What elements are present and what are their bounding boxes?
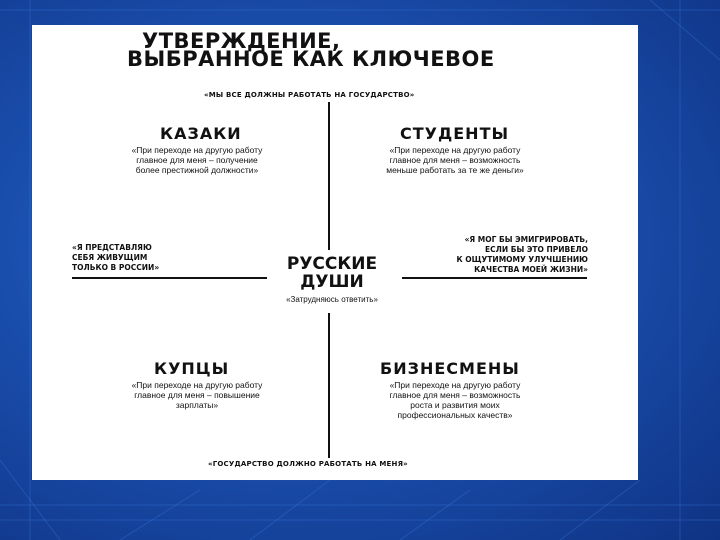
diagram-card [32,25,638,480]
title-line-2: ВЫБРАННОЕ КАК КЛЮЧЕВОЕ [127,47,495,71]
vertical-axis-lower [328,313,330,458]
horizontal-axis-right [402,277,587,279]
center-title: РУССКИЕ ДУШИ [286,254,378,292]
title-line-1: УТВЕРЖДЕНИЕ, [142,29,341,53]
horizontal-axis-left [72,277,267,279]
quadrant-title-biznesmeny: БИЗНЕСМЕНЫ [380,359,520,378]
quadrant-text-kuptsy: «При переходе на другую работу главное для меня – повышение зарплаты» [131,380,263,410]
quadrant-text-biznesmeny: «При переходе на другую работу главное для меня – возможность роста и развития моих профессиональных качеств» [389,380,521,420]
axis-left-label: «Я ПРЕДСТАВЛЯЮ СЕБЯ ЖИВУЩИМ ТОЛЬКО В РОССИИ» [72,243,160,272]
center-subtitle: «Затрудняюсь ответить» [286,295,378,304]
vertical-axis-upper [328,102,330,250]
quadrant-title-studenty: СТУДЕНТЫ [400,124,510,143]
quadrant-title-kazaki: КАЗАКИ [160,124,242,143]
quadrant-title-kuptsy: КУПЦЫ [154,359,230,378]
axis-right-label: «Я МОГ БЫ ЭМИГРИРОВАТЬ, ЕСЛИ БЫ ЭТО ПРИВЕЛО К ОЩУТИМОМУ УЛУЧШЕНИЮ КАЧЕСТВА МОЕЙ ЖИЗНИ» [456,235,588,274]
axis-top-label: «МЫ ВСЕ ДОЛЖНЫ РАБОТАТЬ НА ГОСУДАРСТВО» [204,91,415,99]
axis-bottom-label: «ГОСУДАРСТВО ДОЛЖНО РАБОТАТЬ НА МЕНЯ» [208,460,408,468]
quadrant-text-kazaki: «При переходе на другую работу главное для меня – получение более престижной должности» [131,145,263,175]
quadrant-text-studenty: «При переходе на другую работу главное для меня – возможность меньше работать за те же деньги» [386,145,524,175]
